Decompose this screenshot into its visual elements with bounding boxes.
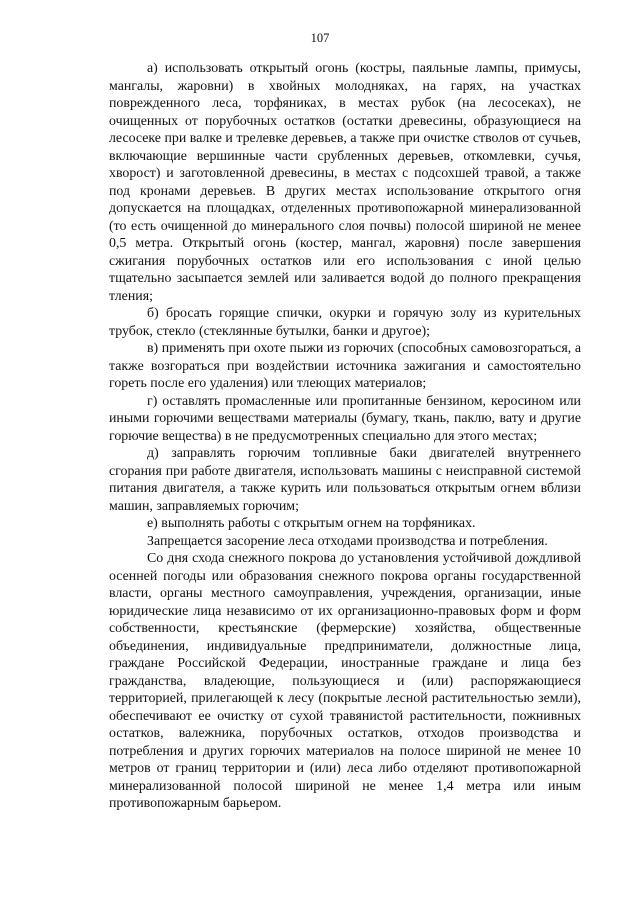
- paragraph-item-v: в) применять при охоте пыжи из горючих (способных самовозгораться, а также возгораться при воздействии источника зажигания и самостоятельно гореть после его удаления) или тлеющих материалов;: [109, 341, 581, 391]
- paragraph-item-a: а) использовать открытый огонь (костры, паяльные лампы, примусы, мангалы, жаровни) в хвойных молодняках, на гарях, на участках поврежденного леса, торфяниках, в местах рубок (на лесосеках), не очищенных от порубочных остатков (остатки древесины, образующиеся на лесосеке при валке и трелевке деревьев, а также при очистке стволов от сучьев, включающие вершинные части срубленных деревьев, откомлевки, сучья, хворост) и заготовленной древесины, в местах с подсохшей травой, а также под кронами деревьев. В других местах использование открытого огня допускается на площадках, отделенных противопожарной минерализованной (то есть очищенной до минерального слоя почвы) полосой шириной не менее 0,5 метра. Открытый огонь (костер, мангал, жаровня) после завершения сжигания порубочных остатков или его использования с иной целью тщательно засыпается землей или заливается водой до полного прекращения тления;: [109, 61, 581, 304]
- paragraph-item-d: д) заправлять горючим топливные баки двигателей внутреннего сгорания при работе двигателя, использовать машины с неисправной системой питания двигателя, а также курить или пользоваться открытым огнем вблизи машин, заправляемых горючим;: [109, 446, 581, 514]
- document-body: [109, 60, 581, 813]
- paragraph-item-g: г) оставлять промасленные или пропитанные бензином, керосином или иными горючими веществами материалы (бумагу, ткань, паклю, вату и другие горючие вещества) в не предусмотренных специально для этого местах;: [109, 393, 581, 444]
- paragraph-territory-clearing: Со дня схода снежного покрова до установления устойчивой дождливой осенней погоды или образования снежного покрова органы государственной власти, органы местного самоуправления, учреждения, организации, иные юридические лица независимо от их организационно-правовых форм и форм собственности, крестьянские (фермерские) хозяйства, общественные объединения, индивидуальные предприниматели, должностные лица, граждане Российской Федерации, иностранные граждане и лица без гражданства, владеющие, пользующиеся и (или) распоряжающиеся территорией, прилегающей к лесу (покрытые лесной растительностью земли), обеспечивают ее очистку от сухой травянистой растительности, пожнивных остатков, валежника, порубочных остатков, отходов производства и потребления и других горючих материалов на полосе шириной не менее 10 метров от границ территории и (или) леса либо отделяют противопожарной минерализованной полосой шириной не менее 1,4 метра или иным противопожарным барьером.: [109, 551, 581, 811]
- paragraph-littering-prohibition: Запрещается засорение леса отходами производства и потребления.: [147, 533, 548, 549]
- page-number: 107: [310, 31, 330, 45]
- paragraph-item-e: е) выполнять работы с открытым огнем на торфяниках.: [147, 516, 476, 531]
- paragraph-item-b: б) бросать горящие спички, окурки и горячую золу из курительных трубок, стекло (стеклянные бутылки, банки и другое);: [109, 306, 581, 339]
